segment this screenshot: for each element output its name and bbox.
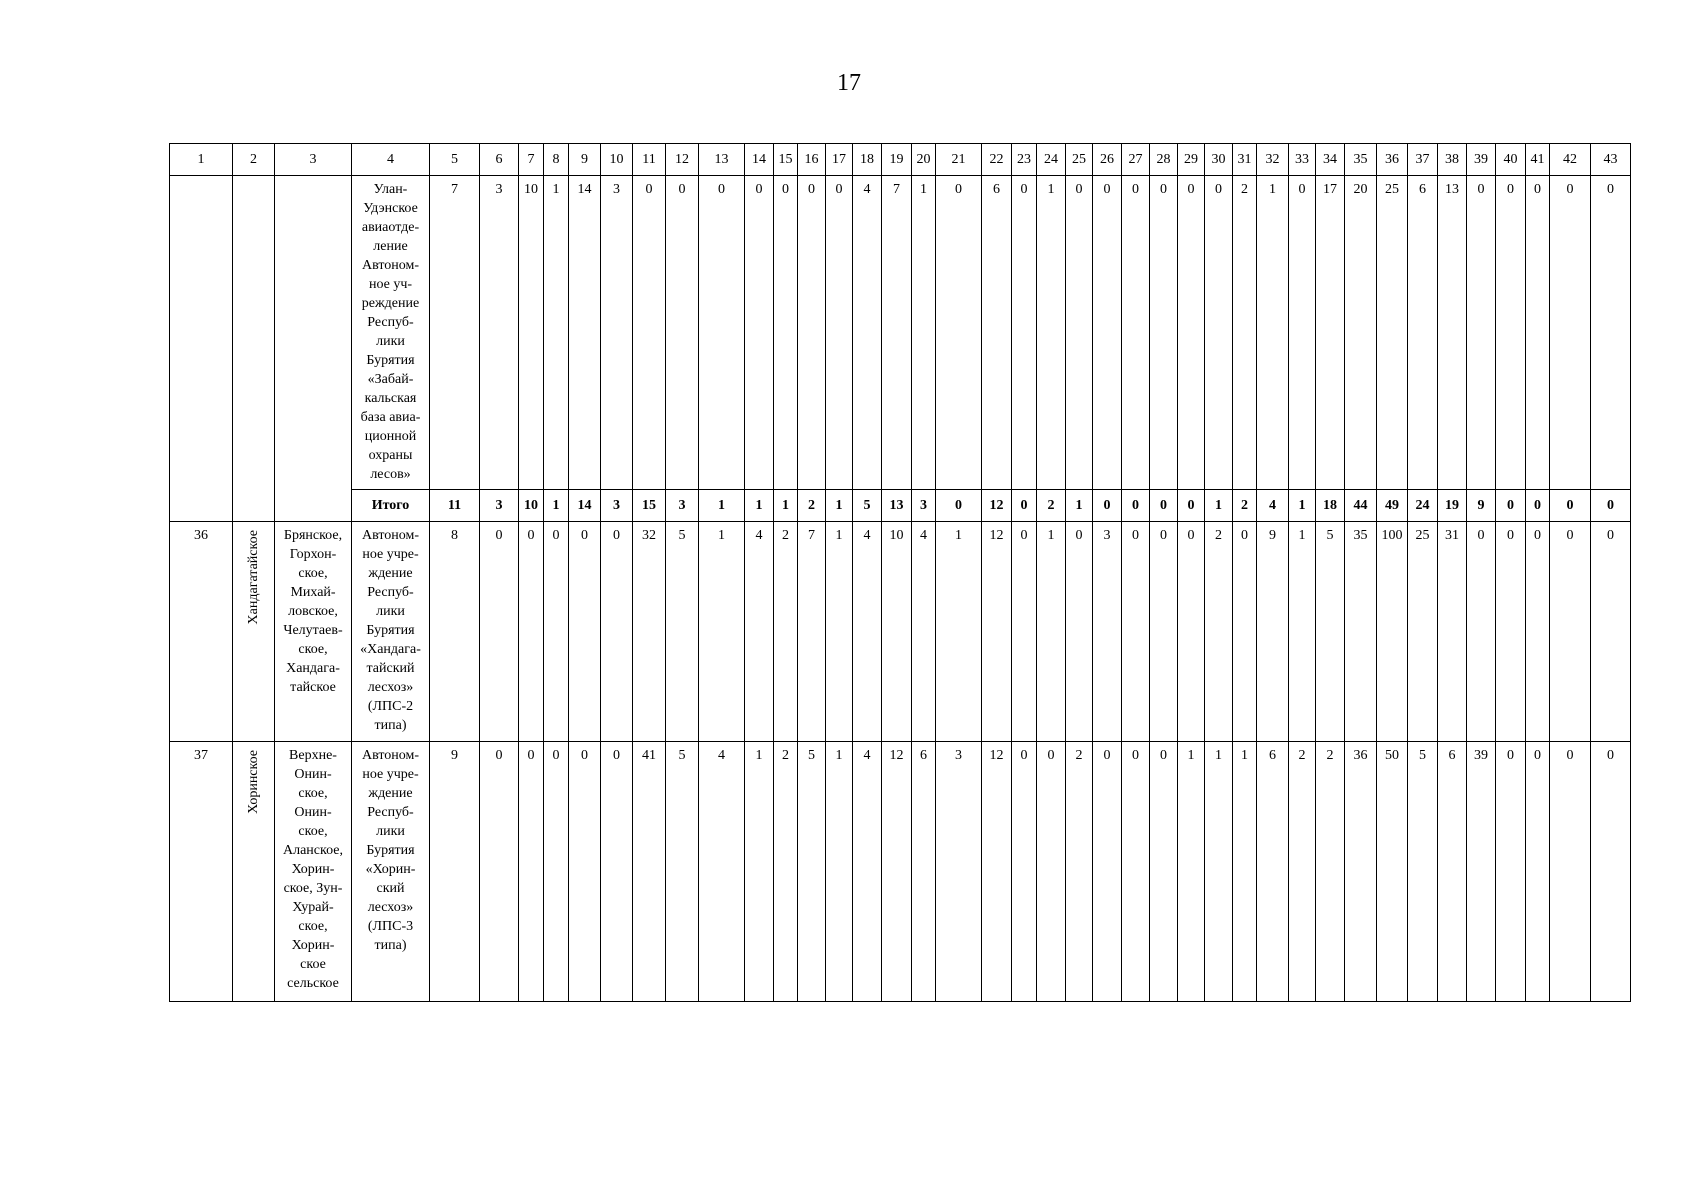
value-cell: 10 bbox=[882, 522, 912, 742]
value-cell: 0 bbox=[1526, 522, 1550, 742]
settlements-cell: Верхне- Онин- ское, Онин- ское, Аланское, Хорин- ское, Зун- Хурай- ское, Хорин- ское сельское bbox=[275, 742, 352, 1002]
value-cell: 0 bbox=[1526, 176, 1550, 490]
value-cell: 0 bbox=[1591, 490, 1631, 522]
value-cell: 0 bbox=[1012, 176, 1037, 490]
value-cell: 35 bbox=[1345, 522, 1377, 742]
total-label-cell: Итого bbox=[352, 490, 430, 522]
value-cell: 18 bbox=[1316, 490, 1345, 522]
value-cell: 1 bbox=[1289, 522, 1316, 742]
value-cell: 13 bbox=[882, 490, 912, 522]
column-number-header: 10 bbox=[601, 144, 633, 176]
column-number-header: 42 bbox=[1550, 144, 1591, 176]
value-cell: 0 bbox=[1178, 176, 1205, 490]
value-cell: 9 bbox=[1257, 522, 1289, 742]
column-number-header: 13 bbox=[699, 144, 745, 176]
value-cell: 1 bbox=[1205, 742, 1233, 1002]
value-cell: 0 bbox=[569, 522, 601, 742]
value-cell: 0 bbox=[1066, 176, 1093, 490]
value-cell: 0 bbox=[1496, 176, 1526, 490]
value-cell: 0 bbox=[1591, 742, 1631, 1002]
value-cell: 0 bbox=[480, 742, 519, 1002]
value-cell: 24 bbox=[1408, 490, 1438, 522]
value-cell: 7 bbox=[798, 522, 826, 742]
district-name: Хандагатайское bbox=[245, 530, 261, 625]
value-cell: 2 bbox=[1316, 742, 1345, 1002]
value-cell: 6 bbox=[912, 742, 936, 1002]
value-cell: 20 bbox=[1345, 176, 1377, 490]
value-cell: 3 bbox=[601, 176, 633, 490]
table-row bbox=[170, 176, 1631, 490]
value-cell: 0 bbox=[745, 176, 774, 490]
district-name-wrap bbox=[233, 746, 274, 820]
value-cell: 1 bbox=[936, 522, 982, 742]
value-cell: 10 bbox=[519, 490, 544, 522]
value-cell: 3 bbox=[1093, 522, 1122, 742]
value-cell: 1 bbox=[826, 522, 853, 742]
value-cell: 19 bbox=[1438, 490, 1467, 522]
column-number-header: 22 bbox=[982, 144, 1012, 176]
value-cell: 0 bbox=[1496, 742, 1526, 1002]
district-cell bbox=[233, 742, 275, 1002]
value-cell: 0 bbox=[1467, 522, 1496, 742]
value-cell: 2 bbox=[1205, 522, 1233, 742]
value-cell: 2 bbox=[1233, 176, 1257, 490]
column-number-header: 23 bbox=[1012, 144, 1037, 176]
value-cell: 0 bbox=[1122, 490, 1150, 522]
value-cell: 2 bbox=[798, 490, 826, 522]
settlements-cell: Брянское, Горхон- ское, Михай- ловское, Челутаев- ское, Хандага- тайское bbox=[275, 522, 352, 742]
value-cell: 3 bbox=[480, 176, 519, 490]
column-number-header: 25 bbox=[1066, 144, 1093, 176]
value-cell: 0 bbox=[1550, 522, 1591, 742]
column-number-header: 39 bbox=[1467, 144, 1496, 176]
table-row bbox=[170, 490, 1631, 522]
value-cell: 0 bbox=[798, 176, 826, 490]
value-cell: 0 bbox=[1178, 490, 1205, 522]
value-cell: 1 bbox=[826, 742, 853, 1002]
value-cell: 0 bbox=[1591, 522, 1631, 742]
value-cell: 0 bbox=[666, 176, 699, 490]
column-number-header: 36 bbox=[1377, 144, 1408, 176]
value-cell: 2 bbox=[1066, 742, 1093, 1002]
value-cell: 12 bbox=[982, 490, 1012, 522]
value-cell: 9 bbox=[430, 742, 480, 1002]
value-cell: 6 bbox=[1438, 742, 1467, 1002]
value-cell: 1 bbox=[774, 490, 798, 522]
value-cell: 0 bbox=[1037, 742, 1066, 1002]
value-cell: 11 bbox=[430, 490, 480, 522]
value-cell: 5 bbox=[666, 522, 699, 742]
column-number-header: 43 bbox=[1591, 144, 1631, 176]
value-cell: 0 bbox=[569, 742, 601, 1002]
value-cell: 1 bbox=[1233, 742, 1257, 1002]
column-number-header: 38 bbox=[1438, 144, 1467, 176]
value-cell: 1 bbox=[699, 522, 745, 742]
column-number-header: 40 bbox=[1496, 144, 1526, 176]
value-cell: 6 bbox=[1257, 742, 1289, 1002]
district-name: Хоринское bbox=[245, 750, 261, 814]
value-cell: 0 bbox=[1289, 176, 1316, 490]
value-cell: 14 bbox=[569, 490, 601, 522]
column-number-header: 2 bbox=[233, 144, 275, 176]
value-cell: 1 bbox=[745, 742, 774, 1002]
value-cell: 10 bbox=[519, 176, 544, 490]
column-number-header: 26 bbox=[1093, 144, 1122, 176]
organization-cell: Автоном- ное учре- ждение Респуб- лики Бурятия «Хандага- тайский лесхоз» (ЛПС-2 типа) bbox=[352, 522, 430, 742]
row-number-cell: 37 bbox=[170, 742, 233, 1002]
column-number-header: 11 bbox=[633, 144, 666, 176]
column-number-header: 37 bbox=[1408, 144, 1438, 176]
value-cell: 1 bbox=[1037, 522, 1066, 742]
value-cell: 9 bbox=[1467, 490, 1496, 522]
value-cell: 7 bbox=[882, 176, 912, 490]
value-cell: 1 bbox=[912, 176, 936, 490]
column-number-header: 35 bbox=[1345, 144, 1377, 176]
value-cell: 0 bbox=[633, 176, 666, 490]
value-cell: 1 bbox=[699, 490, 745, 522]
value-cell: 5 bbox=[666, 742, 699, 1002]
value-cell: 0 bbox=[544, 742, 569, 1002]
value-cell: 0 bbox=[1122, 176, 1150, 490]
page-number: 17 bbox=[837, 70, 861, 96]
value-cell: 13 bbox=[1438, 176, 1467, 490]
value-cell: 6 bbox=[1408, 176, 1438, 490]
value-cell: 5 bbox=[1316, 522, 1345, 742]
value-cell: 0 bbox=[601, 522, 633, 742]
table-row bbox=[170, 522, 1631, 742]
value-cell: 12 bbox=[982, 522, 1012, 742]
value-cell: 1 bbox=[1066, 490, 1093, 522]
column-number-header: 12 bbox=[666, 144, 699, 176]
value-cell: 3 bbox=[912, 490, 936, 522]
column-number-header: 7 bbox=[519, 144, 544, 176]
value-cell: 0 bbox=[774, 176, 798, 490]
value-cell: 4 bbox=[853, 522, 882, 742]
value-cell: 5 bbox=[853, 490, 882, 522]
value-cell: 50 bbox=[1377, 742, 1408, 1002]
column-number-row bbox=[170, 144, 1631, 176]
value-cell: 41 bbox=[633, 742, 666, 1002]
value-cell: 7 bbox=[430, 176, 480, 490]
value-cell: 0 bbox=[699, 176, 745, 490]
value-cell: 36 bbox=[1345, 742, 1377, 1002]
value-cell: 0 bbox=[1496, 490, 1526, 522]
value-cell: 31 bbox=[1438, 522, 1467, 742]
value-cell: 1 bbox=[1257, 176, 1289, 490]
value-cell: 0 bbox=[1093, 742, 1122, 1002]
column-number-header: 16 bbox=[798, 144, 826, 176]
value-cell: 1 bbox=[1205, 490, 1233, 522]
column-number-header: 41 bbox=[1526, 144, 1550, 176]
value-cell: 2 bbox=[1037, 490, 1066, 522]
value-cell: 1 bbox=[1289, 490, 1316, 522]
value-cell: 17 bbox=[1316, 176, 1345, 490]
value-cell: 12 bbox=[882, 742, 912, 1002]
column-number-header: 6 bbox=[480, 144, 519, 176]
value-cell: 0 bbox=[1150, 742, 1178, 1002]
value-cell: 0 bbox=[1467, 176, 1496, 490]
value-cell: 1 bbox=[544, 176, 569, 490]
value-cell: 0 bbox=[1178, 522, 1205, 742]
column-number-header: 30 bbox=[1205, 144, 1233, 176]
organization-cell: Автоном- ное учре- ждение Респуб- лики Бурятия «Хорин- ский лесхоз» (ЛПС-3 типа) bbox=[352, 742, 430, 1002]
value-cell: 0 bbox=[1150, 176, 1178, 490]
value-cell: 0 bbox=[936, 490, 982, 522]
value-cell: 0 bbox=[1150, 490, 1178, 522]
value-cell: 5 bbox=[798, 742, 826, 1002]
district-cell bbox=[233, 176, 275, 522]
value-cell: 0 bbox=[1012, 490, 1037, 522]
value-cell: 14 bbox=[569, 176, 601, 490]
value-cell: 6 bbox=[982, 176, 1012, 490]
column-number-header: 3 bbox=[275, 144, 352, 176]
column-number-header: 4 bbox=[352, 144, 430, 176]
value-cell: 25 bbox=[1377, 176, 1408, 490]
table-row bbox=[170, 742, 1631, 1002]
column-number-header: 1 bbox=[170, 144, 233, 176]
district-name-wrap bbox=[233, 526, 274, 630]
value-cell: 100 bbox=[1377, 522, 1408, 742]
value-cell: 0 bbox=[1093, 176, 1122, 490]
value-cell: 1 bbox=[826, 490, 853, 522]
value-cell: 2 bbox=[1289, 742, 1316, 1002]
value-cell: 4 bbox=[853, 742, 882, 1002]
value-cell: 1 bbox=[745, 490, 774, 522]
value-cell: 39 bbox=[1467, 742, 1496, 1002]
column-number-header: 18 bbox=[853, 144, 882, 176]
value-cell: 4 bbox=[912, 522, 936, 742]
district-cell bbox=[233, 522, 275, 742]
value-cell: 1 bbox=[544, 490, 569, 522]
column-number-header: 28 bbox=[1150, 144, 1178, 176]
value-cell: 32 bbox=[633, 522, 666, 742]
row-number-cell bbox=[170, 176, 233, 522]
row-number-cell: 36 bbox=[170, 522, 233, 742]
data-table bbox=[169, 143, 1631, 1002]
value-cell: 12 bbox=[982, 742, 1012, 1002]
value-cell: 0 bbox=[1526, 742, 1550, 1002]
value-cell: 0 bbox=[480, 522, 519, 742]
organization-cell: Улан- Удэнское авиаотде- ление Автоном- ное уч- реждение Респуб- лики Бурятия «Забай- кальская база авиа- ционной охраны лесов» bbox=[352, 176, 430, 490]
value-cell: 8 bbox=[430, 522, 480, 742]
value-cell: 0 bbox=[1550, 176, 1591, 490]
value-cell: 0 bbox=[1150, 522, 1178, 742]
column-number-header: 34 bbox=[1316, 144, 1345, 176]
value-cell: 0 bbox=[1550, 742, 1591, 1002]
value-cell: 44 bbox=[1345, 490, 1377, 522]
settlements-cell bbox=[275, 176, 352, 522]
value-cell: 1 bbox=[1037, 176, 1066, 490]
value-cell: 0 bbox=[1526, 490, 1550, 522]
value-cell: 15 bbox=[633, 490, 666, 522]
column-number-header: 15 bbox=[774, 144, 798, 176]
column-number-header: 27 bbox=[1122, 144, 1150, 176]
column-number-header: 19 bbox=[882, 144, 912, 176]
value-cell: 4 bbox=[1257, 490, 1289, 522]
value-cell: 0 bbox=[1122, 742, 1150, 1002]
value-cell: 3 bbox=[480, 490, 519, 522]
value-cell: 0 bbox=[1122, 522, 1150, 742]
column-number-header: 5 bbox=[430, 144, 480, 176]
value-cell: 3 bbox=[601, 490, 633, 522]
value-cell: 3 bbox=[936, 742, 982, 1002]
column-number-header: 14 bbox=[745, 144, 774, 176]
column-number-header: 20 bbox=[912, 144, 936, 176]
column-number-header: 33 bbox=[1289, 144, 1316, 176]
value-cell: 0 bbox=[1496, 522, 1526, 742]
value-cell: 4 bbox=[745, 522, 774, 742]
value-cell: 2 bbox=[774, 742, 798, 1002]
value-cell: 49 bbox=[1377, 490, 1408, 522]
value-cell: 0 bbox=[936, 176, 982, 490]
value-cell: 0 bbox=[601, 742, 633, 1002]
column-number-header: 17 bbox=[826, 144, 853, 176]
value-cell: 0 bbox=[826, 176, 853, 490]
value-cell: 0 bbox=[1012, 742, 1037, 1002]
column-number-header: 21 bbox=[936, 144, 982, 176]
column-number-header: 29 bbox=[1178, 144, 1205, 176]
value-cell: 0 bbox=[1591, 176, 1631, 490]
value-cell: 0 bbox=[1205, 176, 1233, 490]
value-cell: 0 bbox=[1093, 490, 1122, 522]
column-number-header: 31 bbox=[1233, 144, 1257, 176]
value-cell: 0 bbox=[519, 522, 544, 742]
value-cell: 0 bbox=[1233, 522, 1257, 742]
value-cell: 2 bbox=[1233, 490, 1257, 522]
value-cell: 4 bbox=[699, 742, 745, 1002]
value-cell: 0 bbox=[1012, 522, 1037, 742]
value-cell: 0 bbox=[1550, 490, 1591, 522]
column-number-header: 8 bbox=[544, 144, 569, 176]
value-cell: 1 bbox=[1178, 742, 1205, 1002]
column-number-header: 32 bbox=[1257, 144, 1289, 176]
value-cell: 25 bbox=[1408, 522, 1438, 742]
value-cell: 2 bbox=[774, 522, 798, 742]
value-cell: 0 bbox=[1066, 522, 1093, 742]
value-cell: 0 bbox=[544, 522, 569, 742]
column-number-header: 24 bbox=[1037, 144, 1066, 176]
value-cell: 4 bbox=[853, 176, 882, 490]
value-cell: 3 bbox=[666, 490, 699, 522]
value-cell: 0 bbox=[519, 742, 544, 1002]
value-cell: 5 bbox=[1408, 742, 1438, 1002]
column-number-header: 9 bbox=[569, 144, 601, 176]
